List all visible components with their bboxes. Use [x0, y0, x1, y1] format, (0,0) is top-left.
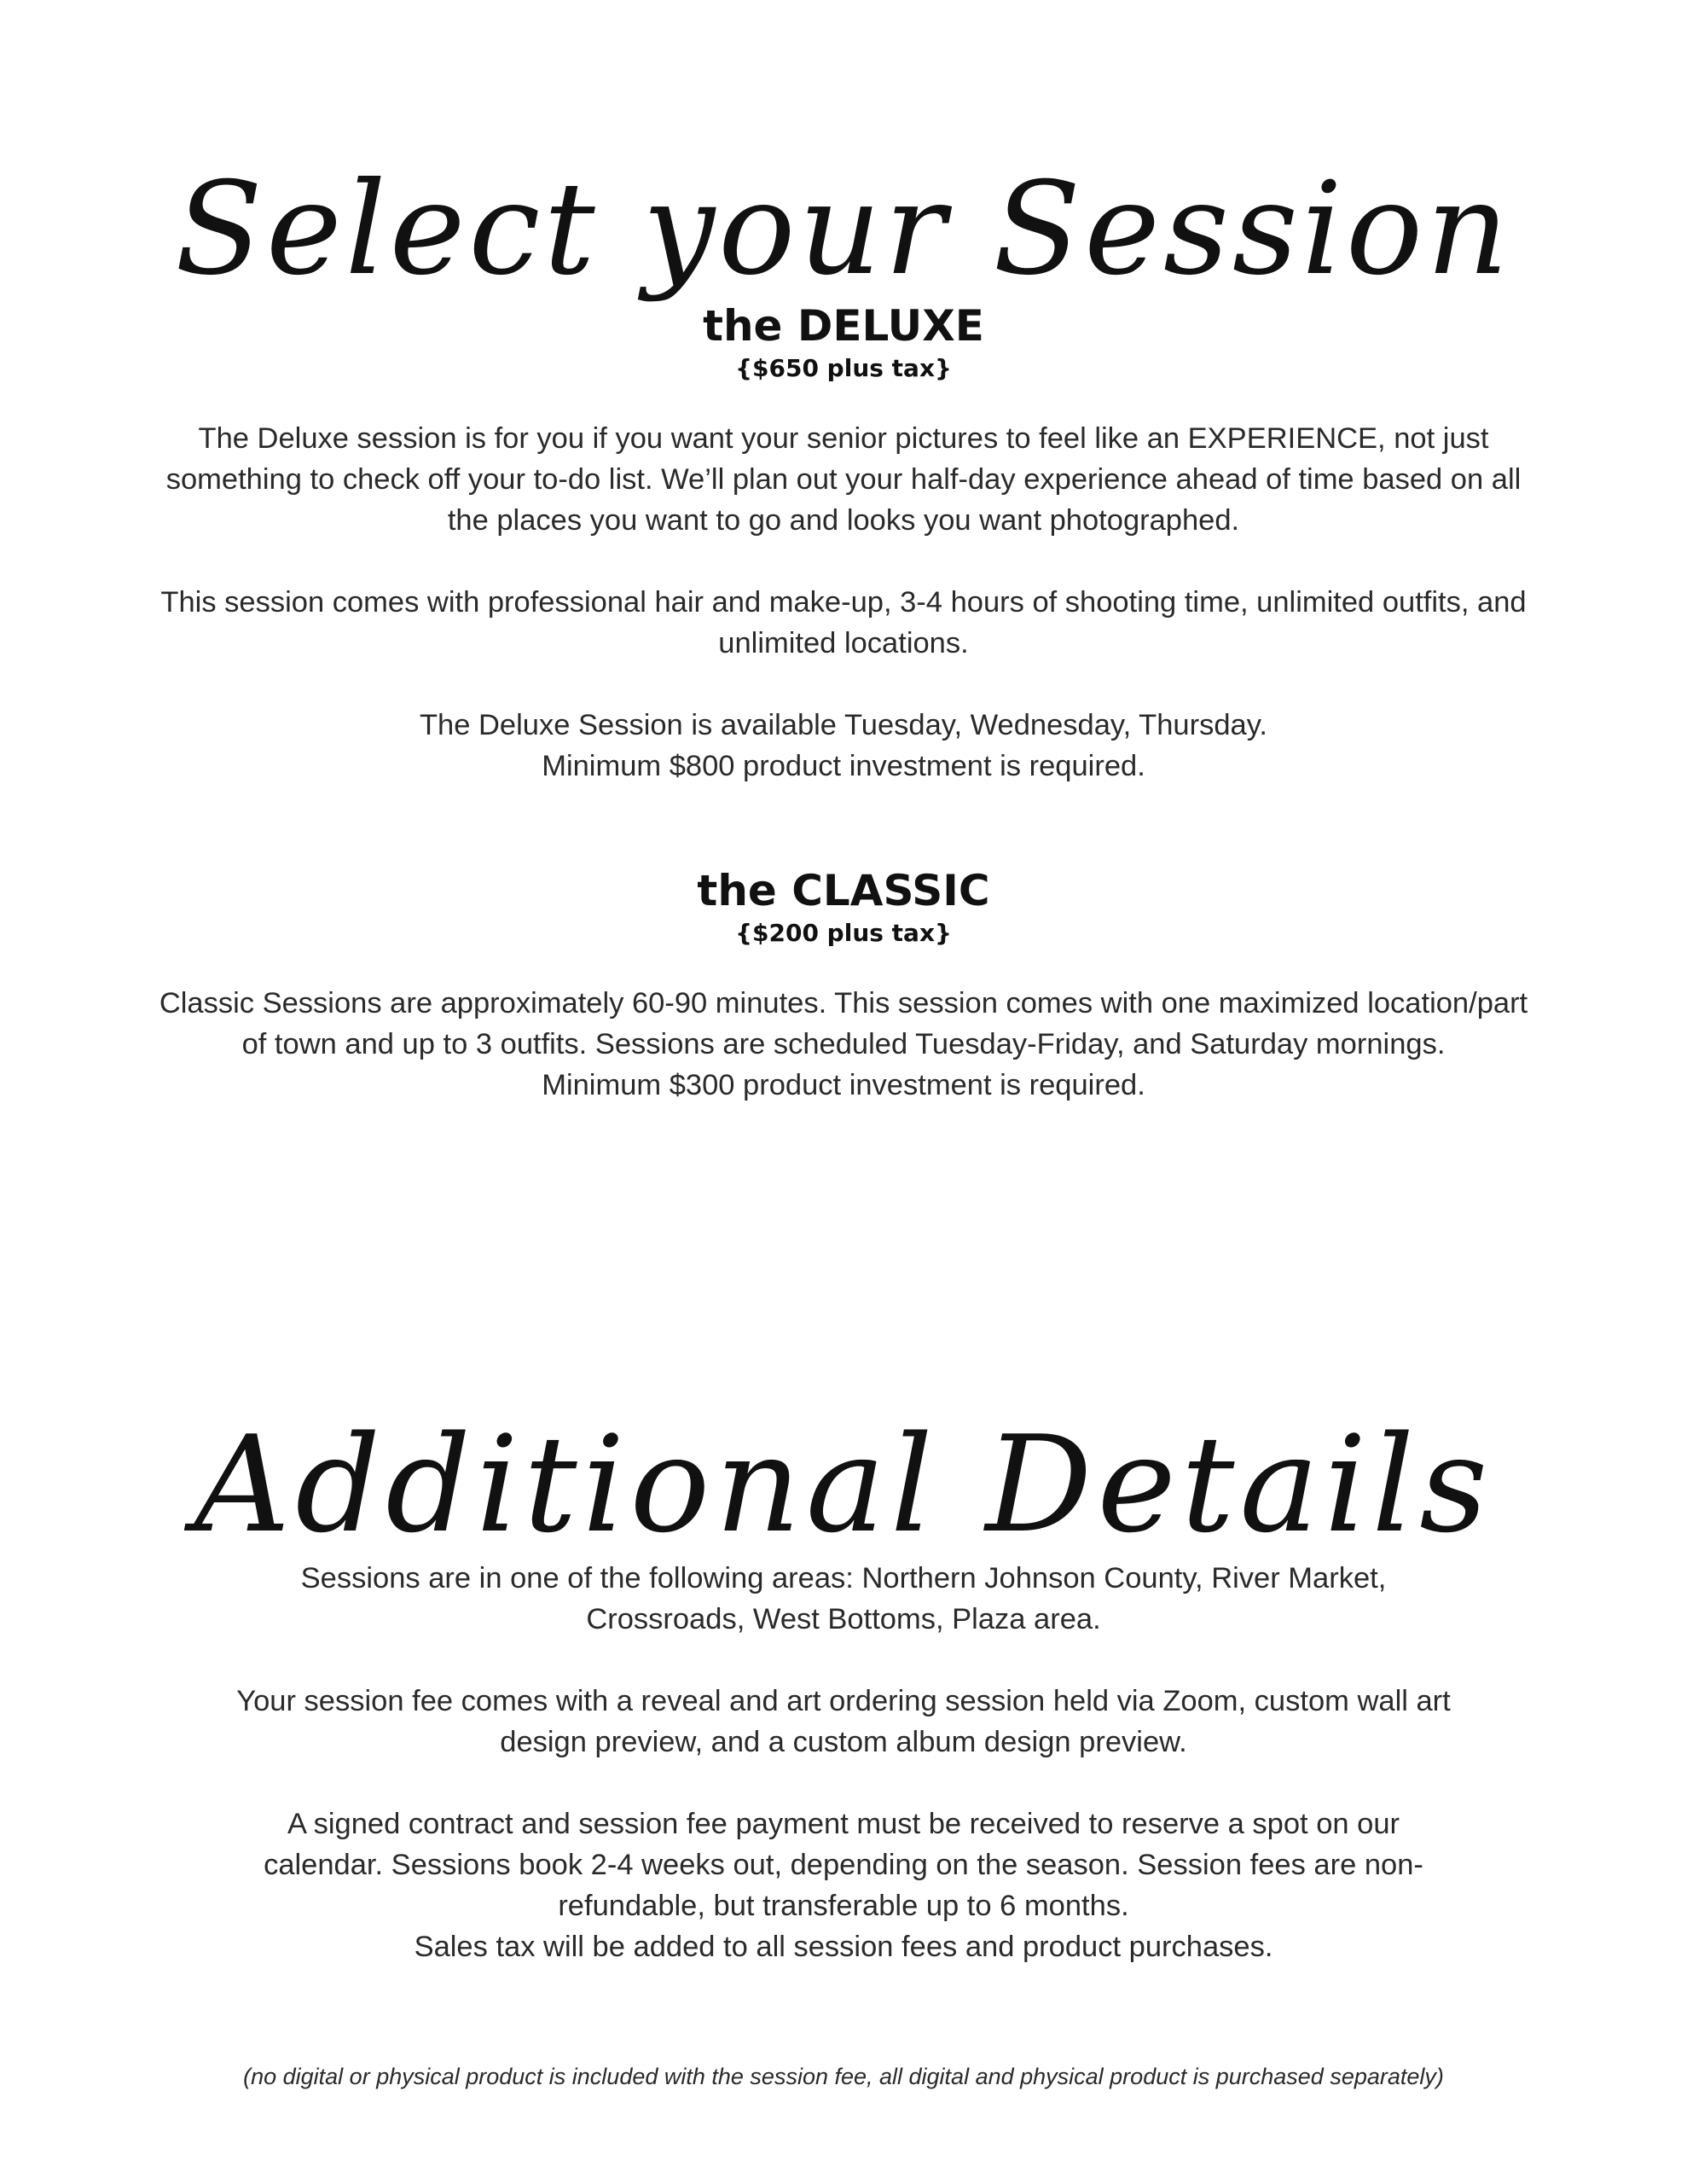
deluxe-description-line: The Deluxe session is for you if you want your senior pictures to feel like an EXPERIENCE, not just [198, 422, 1489, 455]
deluxe-inclusions-line: This session comes with professional hair and make-up, 3-4 hours of shooting time, unlimited outfits, and [160, 586, 1527, 619]
details-booking-line: calendar. Sessions book 2-4 weeks out, depending on the season. Session fees are non- [264, 1849, 1423, 1881]
deluxe-session-section [102, 300, 1585, 787]
deluxe-inclusions-line: unlimited locations. [718, 627, 969, 659]
deluxe-minimum-investment: Minimum $800 product investment is required. [542, 750, 1145, 782]
details-booking-line: refundable, but transferable up to 6 months. [558, 1890, 1129, 1922]
classic-price: {$200 plus tax} [735, 919, 952, 947]
additional-details-heading: Additional Details [194, 1406, 1493, 1562]
details-areas-line: Sessions are in one of the following areas: Northern Johnson County, River Market, [300, 1562, 1387, 1594]
deluxe-description-line: something to check off your to-do list. We’ll plan out your half-day experience ahead of time based on all [165, 463, 1522, 496]
classic-session-section [102, 865, 1585, 1106]
footnote: (no digital or physical product is included with the session fee, all digital and physical product is purchased separately) [243, 2064, 1444, 2089]
details-areas-line: Crossroads, West Bottoms, Plaza area. [586, 1603, 1101, 1635]
details-booking-line: A signed contract and session fee payment must be received to reserve a spot on our [287, 1808, 1400, 1840]
classic-description-line: Classic Sessions are approximately 60-90 minutes. This session comes with one maximized location/part [159, 987, 1528, 1019]
classic-description-line: of town and up to 3 outfits. Sessions are scheduled Tuesday-Friday, and Saturday mornings. [241, 1028, 1446, 1060]
classic-title: the CLASSIC [697, 866, 990, 915]
classic-minimum-investment: Minimum $300 product investment is required. [542, 1069, 1145, 1101]
deluxe-availability: The Deluxe Session is available Tuesday, Wednesday, Thursday. [419, 709, 1267, 741]
deluxe-description-line: the places you want to go and looks you want photographed. [447, 504, 1240, 537]
deluxe-title: the DELUXE [703, 301, 984, 351]
details-sales-tax-line: Sales tax will be added to all session fees and product purchases. [414, 1931, 1273, 1963]
page-title: Select your Session [175, 154, 1512, 304]
deluxe-price: {$650 plus tax} [735, 354, 952, 382]
details-fee-includes-line: Your session fee comes with a reveal and art ordering session held via Zoom, custom wall art [236, 1685, 1451, 1717]
additional-details-section [102, 1558, 1585, 1967]
details-fee-includes-line: design preview, and a custom album design preview. [500, 1726, 1187, 1758]
